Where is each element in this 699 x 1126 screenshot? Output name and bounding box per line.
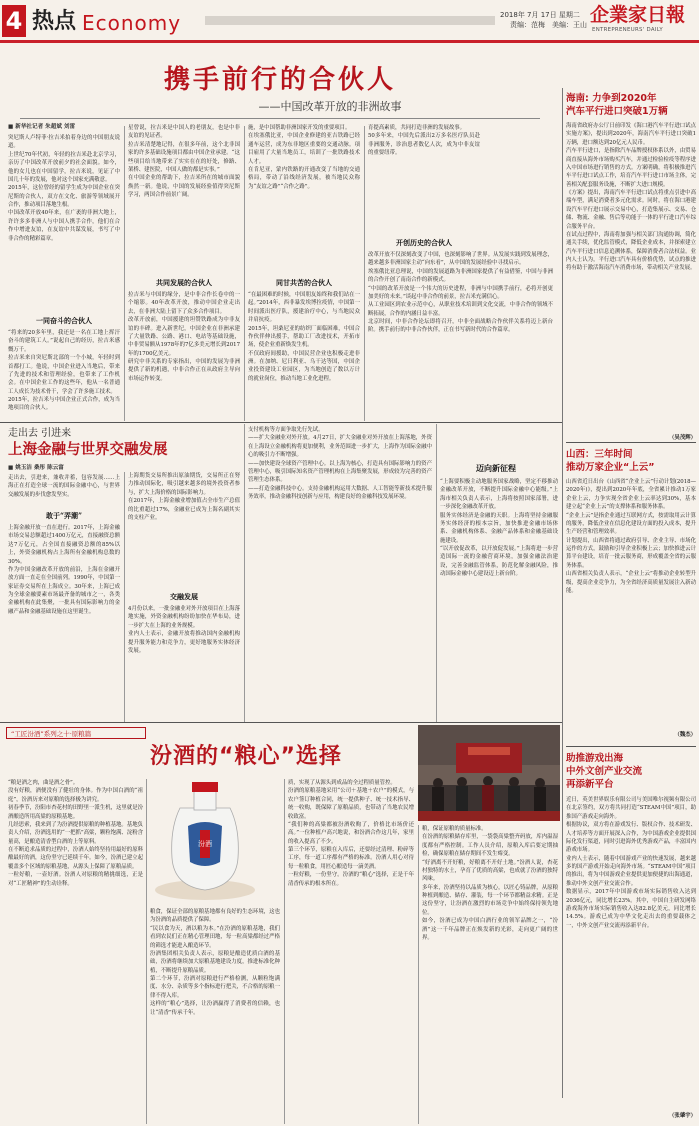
bottle-illustration: [150, 778, 260, 903]
section-rule: [566, 746, 696, 747]
bottle-label: 汾酒: [198, 840, 212, 848]
page-number: 4: [5, 7, 23, 35]
article2-col2b: 4月份以来，一批金融业对外开放项目在上海落地实施，外资金融机构纷纷加快在华布局，进一步扩大在上海的业务规模。 业内人士表示，金融开放将推动国内金融机构提升服务能力和竞争力，更好地服务实体经济发展。: [128, 606, 240, 654]
col-divider: [124, 472, 125, 722]
article2-subhead3: 迈向新征程: [476, 463, 516, 473]
section-title-en: Economy: [82, 11, 182, 35]
side1-title: 海南: 力争到2020年 汽车平行进口突破1万辆: [566, 93, 668, 117]
article1-col2b: 拉吉米与中国的缘分，是中非合作长卷中的一个缩影。40年改革开放，推动中国企业走出去，在非洲大陆上留下了众多合作项目。 改革开放前，中国援建的坦赞铁路成为中非友谊的丰碑。进入新世纪，中国企业在非洲承建了大量铁路、公路、港口、电站等基础设施，中非贸易额从1978年的7亿多美元增长到2017年的1700亿美元。 研究中非关系的专家指出，中国的发展为非洲提供了新的机遇，中非合作正在从政府主导向市场运作转变。: [128, 292, 240, 382]
article3-banner: “工匠汾酒”系列之十·原粮篇: [11, 730, 92, 738]
side1-author: （吴茂辉）: [669, 435, 696, 441]
side3-body: 近日，英美世界娱乐有限公司与美国唯尔视频有限公司在北京签约，双方将共同打造“STEAM中国”项目，助推国产游戏走向海外。 根据协议，双方将在游戏发行、版权合作、技术研发、人才培养等方面开展深入合作，为中国游戏企业提供国际化发行渠道，同时引进海外优秀游戏产品，丰富国内游戏市场。 业内人士表示，随着中国游戏产业的快速发展，越来越多的国产游戏开始走向海外市场。“STEAM中国”项目的推出，将为中国游戏企业提供更加便捷的出海通道，推动中外文创产业交流合作。 数据显示，2017年中国游戏市场实际销售收入达到2036亿元，同比增长23%。其中，中国自主研发网络游戏海外市场实际销售收入达82.8亿美元，同比增长14.5%。游戏已成为中华文化走出去的重要载体之一，中外文创产业交流再添新平台。: [566, 797, 696, 929]
article-fenjiu: [0, 722, 562, 1126]
article1-col2-subhead: 共同发展的合伙人: [156, 278, 212, 287]
side-divider: [562, 88, 563, 1098]
article3-col4: 粮，保证原粮的质量标准。 在汾酒的原粮储存库里，一袋袋高粱整齐码放，库内温湿度都有严格控制。工作人员介绍，原粮入库后要定期抽检，确保原粮在储存期间不发生霉变。 “好酒离不开好粮，好粮离不开好土地。”汾酒人说，杏花村独特的水土，孕育了优质的高粱，也成就了汾酒的独特风味。 多年来，汾酒坚持以品质为核心，以匠心铸品牌，从原粮种植到酿造、储存、灌装，每一个环节都精益求精。正是这份坚守，让汾酒在激烈的市场竞争中始终保持领先地位。 如今，汾酒已成为中国白酒行业的领军品牌之一，“汾酒”这一千年品牌正在焕发新的光彩，走向更广阔的世界。: [422, 826, 558, 941]
article2-subhead2: 交融发展: [170, 592, 198, 601]
article1-col4-subhead: 开创历史的合伙人: [396, 238, 452, 247]
paper-name: 企業家日報: [590, 4, 686, 26]
side2-title: 山西：三年时间 推动万家企业“上云”: [566, 449, 655, 473]
banner-box: [6, 727, 146, 739]
article3-col3: 质，实现了从源头到成品的全过程质量管控。 汾酒的原粮基地采用“公司＋基地＋农户”的模式，与农户签订种植合同，统一提供种子、统一技术指导、统一收购，既保障了原粮品质，也带动了当地农民增收致富。 “我们种的高粱都被汾酒收购了，价格比市场价还高。”一位种植户高兴地说，和汾酒合作这几年，家里的收入提高了不少。 第三个环节，原粮在入库后，还要经过清理、粉碎等工序，每一道工序都有严格的标准。汾酒人用心对待每一粒粮食，用匠心酿造每一滴美酒。 一粒好粮，一份坚守。汾酒的“粮心”选择，正是千年清香传承的根本所在。: [288, 780, 414, 887]
article1-col1: 突尼斯人卢特菲·拉吉米拍着身边的中国朋友说道。 上世纪70年代初，年轻的拉吉米赴北京学习，亲历了中国改革开放前夕的社会面貌。如今，他的女儿也在中国留学，拉吉米说，见证了中国几十年的发展，他对这个国家充满敬意。 2015年，这位曾经的留学生成为中国企业在突尼斯的合伙人，双方在文化、旅游等领域展开合作，推动项目落地生根。 中国改革开放40年来，在广袤的非洲大地上，许许多多非洲人与中国人携手合作，他们在合作中增进友谊，在友谊中共谋发展，书写了中非合作的精彩篇章。: [8, 135, 120, 242]
side-games: [566, 752, 696, 1122]
masthead-rule: [0, 40, 699, 43]
article2-kicker: 走出去 引进来: [8, 428, 72, 439]
masthead-bar: [205, 16, 495, 25]
col-divider: [284, 779, 285, 1124]
date-line: 2018年 7月 17日 星期二: [500, 11, 580, 19]
side-shanxi: [566, 448, 696, 738]
col-divider: [124, 126, 125, 421]
article1-byline: ■ 新华社记者 朱超斌 刘雷: [8, 124, 76, 130]
article2-title: 上海金融与世界交融发展: [8, 442, 168, 458]
side2-author: （魏杰）: [674, 732, 696, 738]
article2-col3: 支付机构等方面争取先行先试。 ——扩大金融业对外开放。4月27日，扩大金融业对外开放在上海落地，外资在上海设立金融机构将更加便利，业务范围进一步扩大，上海作为国际金融中心的吸引力不断增强。 ——加快建设全球资产管理中心。以上海为核心，打造具有国际影响力的资产管理中心，吸引国际知名资产管理机构在上海集聚发展，形成较为完善的资产管理生态体系。 ——打造金融科技中心。支持金融机构运用大数据、人工智能等新技术提升服务效率，推动金融科技创新与应用，构建良好的金融科技发展环境。: [248, 427, 432, 500]
side3-author: （张肇宇）: [669, 1113, 696, 1119]
article1-col3: 施，是中国帮助非洲国家开发的重要项目。 在埃塞俄比亚，中国企业修建的亚吉铁路已经通车运营，成为东非地区重要的交通动脉。项目雇用了大量当地员工，培训了一批铁路技术人才。 在肯尼亚，蒙内铁路的开通改变了当地的交通格局，带动了沿线经济发展，被当地民众称为“友谊之路”“合作之路”。: [248, 125, 360, 190]
article1-col4b: 改革开放不仅深刻改变了中国，也深刻影响了世界。从发展实践到发展理念，越来越多非洲国家主动“向东看”，从中国的发展经验中寻找启示。 埃塞俄比亚总理说，中国的发展道路为非洲国家提供了有益借鉴，中国与非洲的合作开创了南南合作的新模式。 “中国的改革开放是一个伟大的历史进程，非洲与中国携手前行，必将开创更加美好的未来。”谈起中非合作的前景，拉吉米充满信心。 从工业园区到农业示范中心，从职业技术培训到文化交流，中非合作的领域不断拓展，合作的内涵日益丰富。 北京时间，中非合作论坛即将召开，中非全面战略合作伙伴关系将迈上新台阶。携手前行的中非合作伙伴，正在书写新时代的合作篇章。: [368, 252, 553, 334]
side1-body: 海南省政府办公厅日前印发《海口港汽车平行进口试点实施方案》，提出到2020年，海南汽车平行进口突破1万辆，进口额达到20亿元人民币。 汽车平行进口，是指除汽车品牌授权体系以外，由贸易商直接从海外市场购买汽车，并通过检验检疫等程序进入中国市场进行销售的方式。方案明确，将积极推进汽车平行进口试点工作，培育汽车平行进口市场主体，完善相关配套服务设施，不断扩大进口规模。 《方案》提出，海南汽车平行进口试点将重点引进中高端车型，满足消费者多元化需求。同时，将在海口港建设汽车平行进口展示交易中心，打造集展示、交易、仓储、物流、金融、售后等功能于一体的平行进口汽车综合服务平台。 在试点过程中，海南将加强与相关部门沟通协调，简化通关手续，优化监管模式，降低企业成本，并探索建立汽车平行进口信息追溯体系，保障消费者合法权益。业内人士认为，平行进口汽车具有价格优势，试点的推进将有助于激活海南汽车消费市场，带动相关产业发展。: [566, 123, 696, 272]
article1-subtitle: ——中国改革开放的非洲故事: [258, 100, 402, 113]
article1-col2: 星曾说，拉吉米是中国人的老朋友，也是中非友谊的见证者。 拉吉米清楚地记得，在很多年前，这个北非国家的许多基础设施项目都由中国企业承建。“这些项目给当地带来了实实在在的好处，修路、架桥、建医院，中国人做的都是实事。” 在中国企业的帮助下，拉吉米所在的城市面貌焕然一新。他说，中国的发展经验值得突尼斯学习，两国合作前景广阔。: [128, 125, 240, 198]
article2-lead: 走出去，引进来，兼收并蓄，包容发展……上海正在打造全球一流的国际金融中心，与世界交融发展的步伐愈发坚实。: [8, 475, 120, 498]
col-divider: [244, 126, 245, 421]
article1-col3-subhead: 同甘共苦的合伙人: [276, 278, 332, 287]
event-photo: [418, 725, 560, 821]
editor-line: 责编：范梅 美编：王山: [510, 21, 587, 29]
article1-col1b: “将来的20多年里，我还是一名在工地上挥汗奋斗的建筑工人。”说起自己的经历，拉吉米感慨万千。 拉吉米来自突尼斯北部的一个小城，年轻时到首都打工。他说，中国企业进入当地后，带来了先进的技术和管理经验，也带来了工作机会。在中国企业工作的这些年，他从一名普通工人成长为技术骨干，学会了许多施工技术。 2015年，拉吉米与中国企业正式合作，成为当地项目的合伙人。: [8, 330, 120, 412]
article3-title: 汾酒的“粮心”选择: [150, 744, 342, 769]
article1-col4: 育提高素质，共同打造非洲的发展故事。 50多年来，中国先后派出2万多名医疗队员赴非洲服务，诊治患者数亿人次，成为中非友谊的重要纽带。: [368, 125, 480, 157]
side2-body: 山西省近日出台《山西省“企业上云”行动计划(2018—2020年)》，提出到2020年年底，全省累计推动1万家企业上云，力争实现全省企业上云率达到30%，基本建立起“企业上云”的支撑体系和服务体系。 “企业上云”是指企业通过互联网方式，按需取用云计算的服务，降低企业在信息化建设方面的投入成本，提升生产经营和管理效率。 计划提出，山西省将通过政府引导、企业主导、市场化运作的方式，鼓励和引导企业积极上云；加快推进云计算平台建设，培育一批云服务商，形成覆盖全省的云服务体系。 山西省相关负责人表示，“企业上云”将推动企业转型升级，提高企业竞争力，为全省经济高质量发展注入新动能。: [566, 479, 696, 594]
article2-col2: 上海期货交易所推出原油期货，交易所正在努力推动国际化，吸引越来越多的境外投资者参与，扩大上海价格的国际影响力。 在2017年，上海金融业增加值占全市生产总值的比重超过17%，金融业已成为上海名副其实的支柱产业。: [128, 473, 240, 521]
col-divider: [146, 779, 147, 1124]
article2-col1: 上海金融开放一直在进行。2017年，上海金融市场交易总额超过1400万亿元，直接融资总额达7万亿元，占全国直接融资总额的85%以上，外资金融机构占上海所有金融机构总数的30%。 作为中国金融改革开放的前沿，上海在金融开放方面一直走在全国前列。1990年，中国第一家证券交易所在上海成立。30年来，上海已成为全球金融要素市场最齐备的城市之一，各类金融机构在此集聚，一批具有国际影响力的金融产品和金融基础设施在这里诞生。: [8, 525, 120, 615]
page-number-box: [2, 5, 26, 37]
section-rule: [0, 422, 562, 423]
masthead: [0, 0, 699, 44]
side-hainan: [566, 92, 696, 452]
col-divider: [436, 424, 437, 722]
side3-title: 助推游戏出海 中外文创产业交流 再添新平台: [566, 753, 643, 790]
article1-col1-subhead: 一同奋斗的合伙人: [36, 316, 92, 325]
col-divider: [418, 825, 419, 1124]
article1-title: 携手前行的合伙人: [163, 65, 396, 95]
article1-col3b: “在最困难的时候，中国朋友始终和我们站在一起。”2014年，西非暴发埃博拉疫情，中国第一时间派出医疗队，援建治疗中心，与当地民众并肩抗疫。 2015年，坦桑尼亚的纺织厂面临困难，中国合作伙伴伸出援手，帮助工厂改进技术，开拓市场，使企业重新焕发生机。 不仅政府间援助，中国民营企业也积极走进非洲。在加纳、尼日利亚、乌干达等国，中国企业投资建设工业园区，为当地创造了数以万计的就业岗位，推动当地工业化进程。: [248, 292, 360, 382]
article2-subhead1: 敢于“弄潮”: [45, 511, 83, 520]
col-divider: [364, 126, 365, 421]
subtitle-rule: [20, 118, 540, 119]
article3-col2: 粮食，保证全部的原粮基地都有良好的生态环境，这也为汾酒的品质提供了保障。 “民以食为天，酒以粮为本。”在汾酒的原粮基地，我们看到农民们正在精心管理田地，每一粒高粱都经过严格的筛选才能进入酿造环节。 汾酒集团相关负责人表示，原粮是酿造优质白酒的基础，汾酒将继续加大原粮基地建设力度，推进标准化种植，不断提升原粮品质。 第二个环节，汾酒对原粮进行严格检测，从颗粒饱满度、水分、杂质等多个指标进行把关，不合格的原粮一律不得入库。 这样的“粮心”选择，让汾酒赢得了消费者的信赖，也让“清香”传承千年。: [150, 909, 280, 1016]
section-title: 热点: [32, 9, 77, 34]
paper-name-en: ENTREPRENEURS' DAILY: [592, 27, 663, 33]
col-divider: [244, 424, 245, 722]
article2-byline: ■ 姚玉洁 桑彤 陈云富: [8, 465, 64, 471]
section-rule: [566, 442, 696, 443]
article-partners: [0, 46, 560, 412]
article2-col4: “上海要积极主动地服务国家战略，坚定不移推动金融改革开放，不断提升国际金融中心能级。”上海市相关负责人表示，上海将按照国家部署，进一步深化金融改革开放。 服务实体经济是金融的天职。上海将坚持金融服务实体经济的根本宗旨，加快推进金融市场体系、金融机构体系、金融产品体系和金融基础设施建设。 “以开放促改革，以开放促发展。”上海将进一步营造国际一流的金融营商环境，加强金融法治建设，完善金融监管体系，防范化解金融风险，推动国际金融中心建设迈上新台阶。: [440, 479, 558, 578]
article3-col1: “粮是酒之肉，曲是酒之骨”。 没有好粮，酒便没有了健壮的身体。作为中国白酒的“祖庭”，汾酒历来对原粮的选择极为讲究。 初春季节，汾阳市杏花村的田野里一派生机，这里就是汾酒酿造所用高粱的原粮基地。 几经思索，我来到了为汾酒提供原粮的种植基地。基地负责人介绍，汾酒选用的“一把抓”高粱，颗粒饱满、淀粉含量高，是酿造清香型白酒的上等原料。 在不断追求品质的过程中，汾酒人始终坚持用最好的原料酿最好的酒，这份坚守已延续千年。如今，汾酒已建立起覆盖多个区域的原粮基地，从源头上保障了原粮品质。 一粒好粮，一壶好酒。汾酒人对原粮的精挑细选，正是对“工匠精神”的生动诠释。: [8, 780, 143, 887]
article-shanghai: [0, 424, 560, 724]
